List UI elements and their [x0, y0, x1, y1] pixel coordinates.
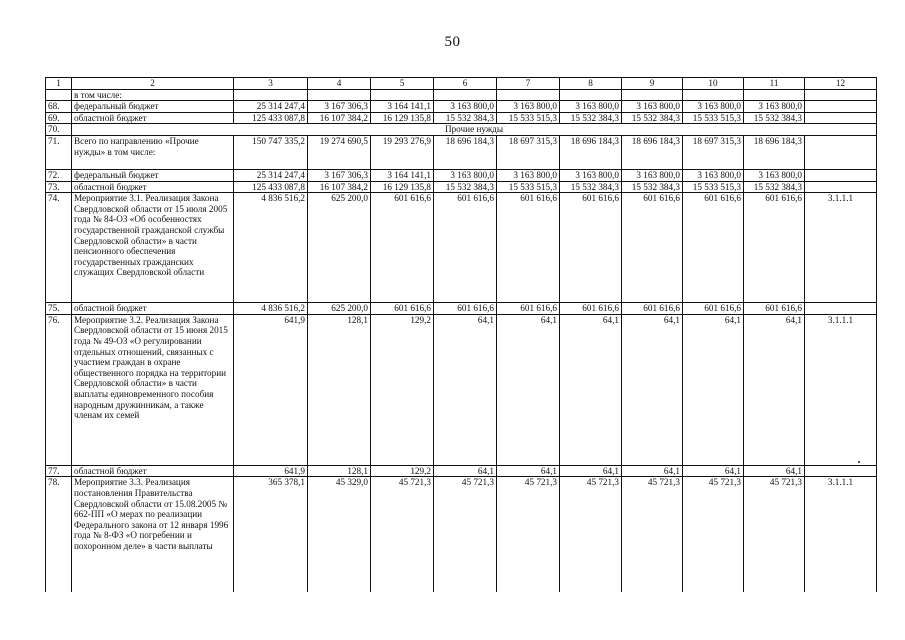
value-cell-col-11 [744, 89, 805, 101]
value-cell-col-4: 3 167 306,3 [308, 169, 371, 181]
value-cell-col-9: 3 163 800,0 [622, 101, 683, 113]
row-description: Мероприятие 3.2. Реализация Закона Свердловской области от 15 июня 2015 года № 49-ОЗ «О регулировании отдельных отношений, связанных с участием граждан в охране общественного порядка на территории Свердловской области» в части выплаты единовременного пособия народным дружинникам, а также членам их семей [72, 314, 234, 465]
value-cell-col-6: 15 532 384,3 [434, 112, 497, 124]
value-cell-col-8: 18 696 184,3 [560, 135, 622, 169]
column-header-2: 2 [72, 78, 234, 90]
row-number: 69. [46, 112, 72, 124]
column-header-10: 10 [683, 78, 744, 90]
value-cell-col-6: 601 616,6 [434, 303, 497, 315]
value-cell-col-11: 45 721,3 [744, 477, 805, 592]
value-cell-col-3: 125 433 087,8 [234, 112, 308, 124]
column-header-3: 3 [234, 78, 308, 90]
value-cell-col-6: 3 163 800,0 [434, 101, 497, 113]
table-row [46, 193, 877, 303]
row-description: Мероприятие 3.3. Реализация постановления Правительства Свердловской области от 15.08.2005 № 662-ПП «О мерах по реализации Федерального закона от 12 января 1996 года № 8-ФЗ «О погребении и похоронном деле» в части выплаты [72, 477, 234, 592]
value-cell-col-9: 15 532 384,3 [622, 112, 683, 124]
value-cell-col-5: 16 129 135,8 [371, 112, 434, 124]
value-cell-col-4 [308, 89, 371, 101]
target-code [805, 112, 877, 124]
budget-table [45, 77, 877, 592]
value-cell-col-10: 64,1 [683, 314, 744, 465]
value-cell-col-10: 3 163 800,0 [683, 169, 744, 181]
value-cell-col-7: 601 616,6 [497, 193, 560, 303]
value-cell-col-8: 601 616,6 [560, 193, 622, 303]
row-number: 70. [46, 124, 72, 136]
value-cell-col-6: 64,1 [434, 465, 497, 477]
value-cell-col-8: 15 532 384,3 [560, 112, 622, 124]
table-row [46, 303, 877, 315]
value-cell-col-8: 45 721,3 [560, 477, 622, 592]
value-cell-col-10: 601 616,6 [683, 193, 744, 303]
row-description: федеральный бюджет [72, 169, 234, 181]
row-description: областной бюджет [72, 465, 234, 477]
value-cell-col-5 [371, 89, 434, 101]
row-number: 72. [46, 169, 72, 181]
target-code: 3.1.1.1 [805, 193, 877, 303]
value-cell-col-4: 128,1 [308, 314, 371, 465]
value-cell-col-8: 601 616,6 [560, 303, 622, 315]
value-cell-col-9: 18 696 184,3 [622, 135, 683, 169]
target-code [805, 135, 877, 169]
page-number: 50 [444, 34, 461, 50]
value-cell-col-7: 601 616,6 [497, 303, 560, 315]
value-cell-col-10: 64,1 [683, 465, 744, 477]
table-row [46, 112, 877, 124]
value-cell-col-3: 125 433 087,8 [234, 181, 308, 193]
value-cell-col-6: 18 696 184,3 [434, 135, 497, 169]
value-cell-col-10 [683, 89, 744, 101]
column-header-4: 4 [308, 78, 371, 90]
value-cell-col-3: 4 836 516,2 [234, 303, 308, 315]
row-number [46, 89, 72, 101]
row-description: областной бюджет [72, 112, 234, 124]
value-cell-col-6: 15 532 384,3 [434, 181, 497, 193]
value-cell-col-4: 19 274 690,5 [308, 135, 371, 169]
value-cell-col-4: 16 107 384,2 [308, 112, 371, 124]
value-cell-col-5: 129,2 [371, 465, 434, 477]
value-cell-col-5: 601 616,6 [371, 303, 434, 315]
value-cell-col-9: 15 532 384,3 [622, 181, 683, 193]
value-cell-col-7: 64,1 [497, 314, 560, 465]
value-cell-col-11: 15 532 384,3 [744, 181, 805, 193]
value-cell-col-7: 15 533 515,3 [497, 112, 560, 124]
row-description: областной бюджет [72, 181, 234, 193]
section-row [46, 124, 877, 136]
value-cell-col-4: 625 200,0 [308, 193, 371, 303]
column-header-8: 8 [560, 78, 622, 90]
target-code [805, 89, 877, 101]
value-cell-col-7: 3 163 800,0 [497, 169, 560, 181]
value-cell-col-6: 45 721,3 [434, 477, 497, 592]
value-cell-col-3: 641,9 [234, 465, 308, 477]
value-cell-col-7: 18 697 315,3 [497, 135, 560, 169]
value-cell-col-10: 3 163 800,0 [683, 101, 744, 113]
value-cell-col-5: 19 293 276,9 [371, 135, 434, 169]
row-description: областной бюджет [72, 303, 234, 315]
column-header-5: 5 [371, 78, 434, 90]
target-code [805, 465, 877, 477]
table-row [46, 169, 877, 181]
value-cell-col-6 [434, 89, 497, 101]
value-cell-col-11: 3 163 800,0 [744, 101, 805, 113]
value-cell-col-8: 3 163 800,0 [560, 101, 622, 113]
value-cell-col-4: 128,1 [308, 465, 371, 477]
value-cell-col-8: 3 163 800,0 [560, 169, 622, 181]
section-title: Прочие нужды [72, 124, 877, 136]
target-code [805, 181, 877, 193]
value-cell-col-4: 16 107 384,2 [308, 181, 371, 193]
header-row [46, 78, 877, 90]
value-cell-col-6: 64,1 [434, 314, 497, 465]
table-row [46, 465, 877, 477]
value-cell-col-8: 64,1 [560, 465, 622, 477]
table-row [46, 89, 877, 101]
target-code [805, 101, 877, 113]
value-cell-col-11: 3 163 800,0 [744, 169, 805, 181]
row-number: 76. [46, 314, 72, 465]
value-cell-col-3: 4 836 516,2 [234, 193, 308, 303]
row-number: 68. [46, 101, 72, 113]
row-number: 75. [46, 303, 72, 315]
column-header-6: 6 [434, 78, 497, 90]
value-cell-col-3: 25 314 247,4 [234, 101, 308, 113]
value-cell-col-10: 15 533 515,3 [683, 181, 744, 193]
table-row [46, 314, 877, 465]
value-cell-col-11: 64,1 [744, 465, 805, 477]
value-cell-col-8: 15 532 384,3 [560, 181, 622, 193]
value-cell-col-4: 625 200,0 [308, 303, 371, 315]
value-cell-col-7: 3 163 800,0 [497, 101, 560, 113]
column-header-12: 12 [805, 78, 877, 90]
value-cell-col-3: 365 378,1 [234, 477, 308, 592]
value-cell-col-7: 64,1 [497, 465, 560, 477]
column-header-7: 7 [497, 78, 560, 90]
value-cell-col-3: 150 747 335,2 [234, 135, 308, 169]
value-cell-col-7 [497, 89, 560, 101]
value-cell-col-4: 45 329,0 [308, 477, 371, 592]
target-code [805, 303, 877, 315]
row-description: в том числе: [72, 89, 234, 101]
value-cell-col-5: 16 129 135,8 [371, 181, 434, 193]
value-cell-col-9 [622, 89, 683, 101]
value-cell-col-11: 18 696 184,3 [744, 135, 805, 169]
column-header-11: 11 [744, 78, 805, 90]
value-cell-col-4: 3 167 306,3 [308, 101, 371, 113]
value-cell-col-9: 601 616,6 [622, 303, 683, 315]
value-cell-col-7: 15 533 515,3 [497, 181, 560, 193]
value-cell-col-6: 601 616,6 [434, 193, 497, 303]
value-cell-col-3: 641,9 [234, 314, 308, 465]
value-cell-col-9: 601 616,6 [622, 193, 683, 303]
value-cell-col-11: 15 532 384,3 [744, 112, 805, 124]
value-cell-col-10: 18 697 315,3 [683, 135, 744, 169]
row-description: Всего по направлению «Прочие нужды» в том числе: [72, 135, 234, 169]
value-cell-col-3: 25 314 247,4 [234, 169, 308, 181]
value-cell-col-7: 45 721,3 [497, 477, 560, 592]
target-code: 3.1.1.1 [805, 314, 877, 465]
value-cell-col-8 [560, 89, 622, 101]
table-row [46, 135, 877, 169]
column-header-9: 9 [622, 78, 683, 90]
value-cell-col-9: 64,1 [622, 465, 683, 477]
row-number: 74. [46, 193, 72, 303]
value-cell-col-5: 3 164 141,1 [371, 101, 434, 113]
value-cell-col-5: 129,2 [371, 314, 434, 465]
table-row [46, 477, 877, 592]
value-cell-col-8: 64,1 [560, 314, 622, 465]
scan-speck [858, 461, 860, 463]
table-row [46, 181, 877, 193]
target-code [805, 169, 877, 181]
row-number: 78. [46, 477, 72, 592]
column-header-1: 1 [46, 78, 72, 90]
value-cell-col-11: 601 616,6 [744, 303, 805, 315]
row-number: 73. [46, 181, 72, 193]
value-cell-col-10: 601 616,6 [683, 303, 744, 315]
row-description: федеральный бюджет [72, 101, 234, 113]
row-number: 77. [46, 465, 72, 477]
value-cell-col-6: 3 163 800,0 [434, 169, 497, 181]
value-cell-col-10: 15 533 515,3 [683, 112, 744, 124]
target-code: 3.1.1.1 [805, 477, 877, 592]
row-number: 71. [46, 135, 72, 169]
value-cell-col-11: 601 616,6 [744, 193, 805, 303]
value-cell-col-5: 45 721,3 [371, 477, 434, 592]
value-cell-col-9: 64,1 [622, 314, 683, 465]
table-row [46, 101, 877, 113]
value-cell-col-9: 3 163 800,0 [622, 169, 683, 181]
value-cell-col-11: 64,1 [744, 314, 805, 465]
value-cell-col-5: 3 164 141,1 [371, 169, 434, 181]
value-cell-col-5: 601 616,6 [371, 193, 434, 303]
value-cell-col-10: 45 721,3 [683, 477, 744, 592]
value-cell-col-3 [234, 89, 308, 101]
row-description: Мероприятие 3.1. Реализация Закона Свердловской области от 15 июля 2005 года № 84-ОЗ «Об особенностях государственной гражданской службы Свердловской области» в части пенсионного обеспечения государственных гражданских служащих Свердловской области [72, 193, 234, 303]
value-cell-col-9: 45 721,3 [622, 477, 683, 592]
